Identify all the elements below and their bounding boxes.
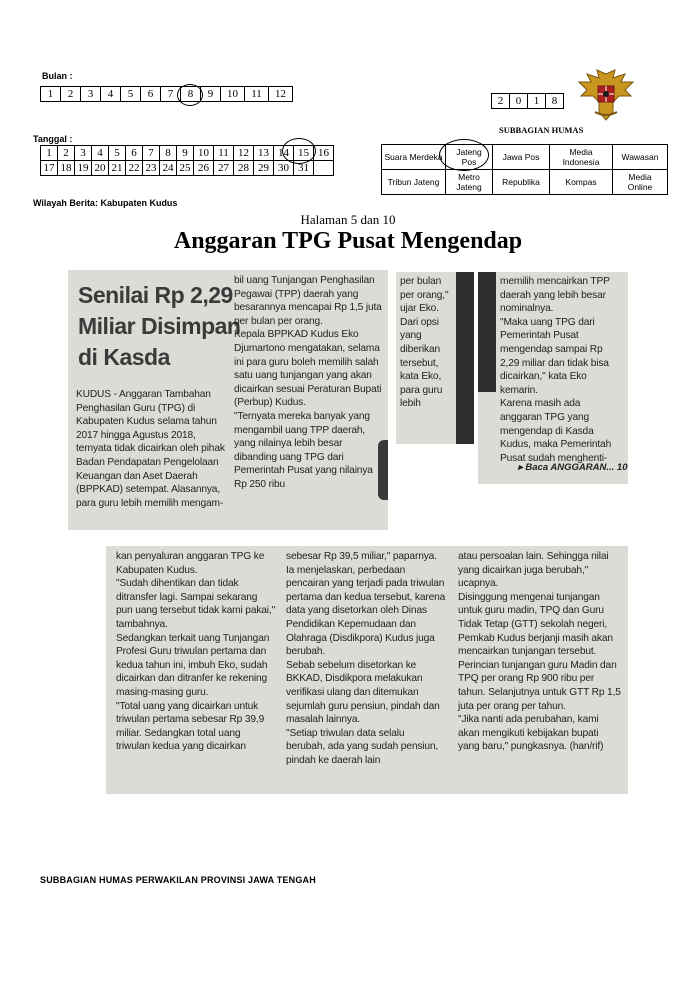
text-column-2: bil uang Tunjangan Penghasilan Pegawai (TPP) daerah yang besarannya mencapai Rp 1,5 juta per bulan per orang. Kepala BPPKAD Kudus Eko Djumartono mengatakan, selama ini para guru boleh memilih salah satu uang tunjangan yang akan dicairkan sesuai Peraturan Bupati (Perbup) Kudus. "Ternyata mereka banyak yang mengambil uang TPP daerah, yang nilainya lebih besar dibanding uang TPG dari Pemerintah Pusat yang nilainya Rp 250 ribu [234, 275, 382, 490]
date-cell: 17 [41, 161, 58, 176]
media-cell: Suara Merdeka [382, 145, 446, 170]
year-digit: 0 [510, 94, 528, 109]
month-cell: 4 [101, 87, 121, 102]
date-cell: 25 [177, 161, 194, 176]
date-cell: 14 [274, 146, 294, 161]
tanggal-label: Tanggal : [33, 134, 73, 144]
year-digit: 8 [546, 94, 564, 109]
subbagian-humas-label: SUBBAGIAN HUMAS [499, 125, 584, 135]
media-cell: Kompas [550, 170, 613, 195]
date-cell: 4 [92, 146, 109, 161]
date-cell: 2 [58, 146, 75, 161]
continued-reference: ▸ Baca ANGGARAN... 10 [518, 462, 628, 473]
date-cell: 21 [109, 161, 126, 176]
date-cell: 16 [314, 146, 334, 161]
month-cell: 9 [201, 87, 221, 102]
month-cell: 11 [245, 87, 269, 102]
month-cell: 12 [269, 87, 293, 102]
date-cell: 19 [75, 161, 92, 176]
date-cell: 23 [143, 161, 160, 176]
date-cell: 13 [254, 146, 274, 161]
month-cell: 5 [121, 87, 141, 102]
date-cell: 22 [126, 161, 143, 176]
text-column-1: KUDUS - Anggaran Tambahan Penghasilan Guru (TPG) di Kabupaten Kudus selama tahun 2017 hingga Agustus 2018, ternyata tidak dicairkan oleh pihak Badan Pendapatan Pengelolaan Keuangan dan Aset Daerah (BPPKAD) setempat. Alasannya, para guru lebih memilih mengam- [76, 389, 225, 509]
month-grid [40, 86, 293, 102]
date-cell: 1 [41, 146, 58, 161]
selected-month-circle [177, 84, 203, 106]
month-cell: 7 [161, 87, 181, 102]
date-cell: 8 [160, 146, 177, 161]
selected-date-circle [282, 138, 316, 164]
date-cell: 18 [58, 161, 75, 176]
date-cell [314, 161, 334, 176]
date-cell: 29 [254, 161, 274, 176]
date-cell: 10 [194, 146, 214, 161]
year-digit: 1 [528, 94, 546, 109]
article-headline: Senilai Rp 2,29 Miliar Disimpan di Kasda [78, 282, 241, 370]
date-cell: 5 [109, 146, 126, 161]
date-cell: 12 [234, 146, 254, 161]
month-cell: 10 [221, 87, 245, 102]
wilayah-berita: Wilayah Berita: Kabupaten Kudus [33, 198, 178, 208]
media-cell: Wawasan [613, 145, 668, 170]
media-cell: Jateng Pos [446, 145, 493, 170]
year-digit: 2 [492, 94, 510, 109]
photo-fragment [478, 272, 496, 392]
bulan-label: Bulan : [42, 71, 73, 81]
article-title: Anggaran TPG Pusat Mengendap [173, 228, 523, 254]
clipping-upper-right [478, 272, 628, 484]
month-cell: 2 [61, 87, 81, 102]
media-cell: Republika [493, 170, 550, 195]
clipping-lower [106, 546, 628, 794]
garuda-emblem-icon [577, 68, 635, 123]
date-cell: 15 [294, 146, 314, 161]
text-column-5: kan penyaluran anggaran TPG ke Kabupaten Kudus. "Sudah dihentikan dan tidak ditransfer lagi. Sampai sekarang pun uang tersebut tidak kami pakai," tambahnya. Sedangkan terkait uang Tunjangan Profesi Guru triwulan pertama dan kedua tahun ini, imbuh Eko, sudah dicairkan dan ditranfer ke rekening masing-masing guru. "Total uang yang dicairkan untuk triwulan pertama sebesar Rp 39,9 miliar. Sedangkan total uang triwulan kedua yang dicairkan [116, 551, 276, 753]
month-cell: 3 [81, 87, 101, 102]
date-cell: 24 [160, 161, 177, 176]
photo-fragment [378, 440, 388, 500]
photo-fragment [456, 272, 474, 444]
media-cell: Media Online [613, 170, 668, 195]
date-cell: 6 [126, 146, 143, 161]
date-cell: 26 [194, 161, 214, 176]
month-cell: 8 [181, 87, 201, 102]
clipping-upper-left [68, 270, 388, 530]
media-table [381, 144, 668, 195]
footer-text: SUBBAGIAN HUMAS PERWAKILAN PROVINSI JAWA TENGAH [40, 875, 316, 885]
media-cell: Jawa Pos [493, 145, 550, 170]
media-cell: Media Indonesia [550, 145, 613, 170]
date-cell: 11 [214, 146, 234, 161]
date-cell: 27 [214, 161, 234, 176]
date-cell: 30 [274, 161, 294, 176]
media-cell: Tribun Jateng [382, 170, 446, 195]
text-column-4: memilih mencairkan TPP daerah yang lebih besar nominalnya. "Maka uang TPG dari Pemerintah Pusat mengendap sampai Rp 2,29 miliar dan tidak bisa dicairkan," kata Eko kemarin. Karena masih ada anggaran TPG yang mengendap di Kasda Kudus, maka Pemerintah Pusat sudah menghenti- [500, 276, 612, 464]
date-cell: 28 [234, 161, 254, 176]
text-column-3: per bulan per orang," ujar Eko. Dari opsi yang diberikan tersebut, kata Eko, para guru lebih [400, 276, 449, 410]
date-cell: 7 [143, 146, 160, 161]
date-cell: 9 [177, 146, 194, 161]
media-cell: Metro Jateng [446, 170, 493, 195]
text-column-6: sebesar Rp 39,5 miliar," paparnya. Ia menjelaskan, perbedaan pencairan yang terjadi pada triwulan pertama dan kedua tersebut, karena data yang disetorkan oleh Dinas Pendidikan Kepemudaan dan Olahraga (Disdikpora) Kudus juga berubah. Sebab sebelum disetorkan ke BKKAD, Disdikpora melakukan verifikasi ulang dan ditemukan sejumlah guru pensiun, pindah dan masalah lainnya. "Setiap triwulan data selalu berubah, ada yang sudah pensiun, pindah ke daerah lain [286, 551, 446, 766]
selected-media-circle [439, 139, 489, 171]
date-cell: 3 [75, 146, 92, 161]
month-cell: 6 [141, 87, 161, 102]
halaman-label: Halaman 5 dan 10 [300, 212, 396, 227]
text-column-7: atau persoalan lain. Sehingga nilai yang dicairkan juga berubah," ucapnya. Disinggung mengenai tunjangan untuk guru madin, TPQ dan Guru Tidak Tetap (GTT) sekolah negeri, Pemkab Kudus berjanji masih akan mencairkan tunjangan tersebut. Perincian tunjangan guru Madin dan TPQ per orang Rp 900 ribu per tahun. Selanjutnya untuk GTT Rp 1,5 juta per orang per tahun. "Jika nanti ada perubahan, kami akan mengikuti kebijakan bupati yang baru," pungkasnya. (han/rif) [458, 551, 621, 753]
date-cell: 31 [294, 161, 314, 176]
year-grid [491, 93, 564, 109]
date-cell: 20 [92, 161, 109, 176]
month-cell: 1 [41, 87, 61, 102]
clipping-narrow-column [396, 272, 474, 444]
